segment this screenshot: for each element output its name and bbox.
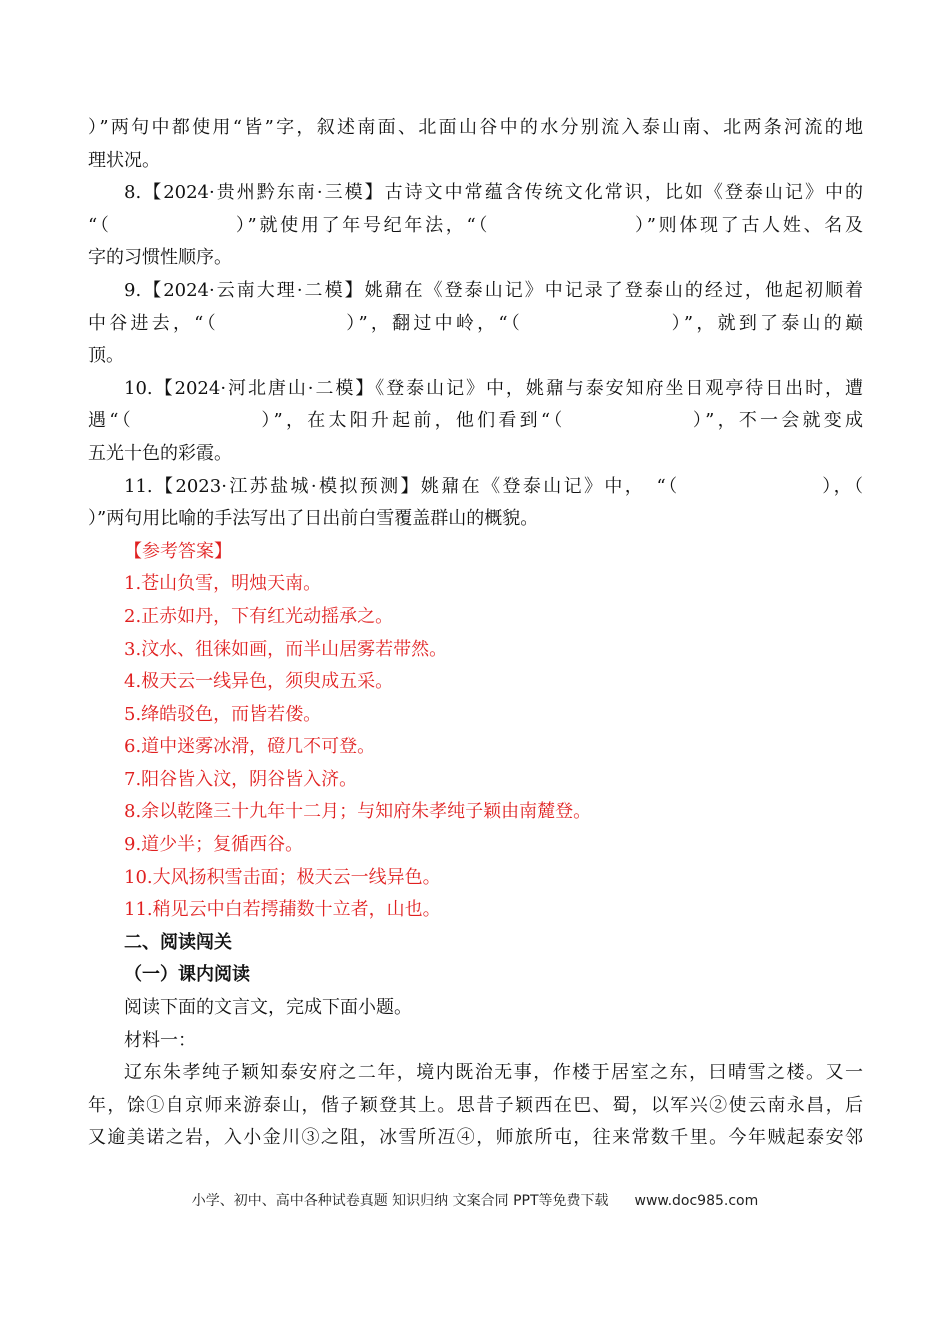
answer-item: 11.稍见云中白若摴蒱数十立者，山也。	[124, 899, 441, 921]
q9-text-line: 中谷进去，“（ ）”，翻过中岭，“（ ）”，就到了泰山的巅	[88, 312, 863, 334]
passage-line: 辽东朱孝纯子颖知泰安府之二年，境内既治无事，作楼于居室之东，曰晴雪之楼。又一	[124, 1062, 863, 1084]
footer-url: www.doc985.com	[634, 1193, 759, 1209]
passage-line: 年，馀①自京师来游泰山，偕子颖登其上。思昔子颖西在巴、蜀，以军兴②使云南永昌，后	[88, 1094, 863, 1116]
q10-text-line: 10.【2024·河北唐山·二模】《登泰山记》中，姚鼐与泰安知府坐日观亭待日出时，遭	[124, 377, 863, 399]
q8-text-line: 字的习惯性顺序。	[88, 247, 232, 269]
q9-text-line: 9.【2024·云南大理·二模】姚鼐在《登泰山记》中记录了登泰山的经过，他起初顺着	[124, 279, 863, 301]
q9-text-line: 顶。	[88, 345, 124, 367]
q8-text-line: “（ ）”就使用了年号纪年法，“（ ）”则体现了古人姓、名及	[88, 214, 863, 236]
answers-heading: 【参考答案】	[124, 540, 232, 562]
q11-text-line: ）”两句用比喻的手法写出了日出前白雪覆盖群山的概貌。	[88, 508, 539, 530]
answer-item: 10.大风扬积雪击面；极天云一线异色。	[124, 866, 441, 888]
answer-item: 1.苍山负雪，明烛天南。	[124, 573, 322, 595]
q10-text-line: 五光十色的彩霞。	[88, 442, 232, 464]
footer-text: 小学、初中、高中各种试卷真题 知识归纳 文案合同 PPT等免费下载	[191, 1193, 609, 1209]
page-content	[88, 112, 863, 1155]
subsection-title: （一）课内阅读	[124, 964, 250, 986]
answer-item: 2.正赤如丹，下有红光动摇承之。	[124, 605, 394, 627]
q10-text-line: 遇“（ ）”，在太阳升起前，他们看到“（ ）”，不一会就变成	[88, 410, 863, 432]
material-label: 材料一：	[124, 1029, 196, 1051]
answer-item: 8.余以乾隆三十九年十二月；与知府朱孝纯子颖由南麓登。	[124, 801, 592, 823]
answer-item: 9.道少半；复循西谷。	[124, 834, 304, 856]
reading-instruction: 阅读下面的文言文，完成下面小题。	[124, 997, 412, 1019]
answer-item: 5.绛皓驳色，而皆若偻。	[124, 703, 322, 725]
q11-text-line: 11.【2023·江苏盐城·模拟预测】姚鼐在《登泰山记》中， “（ ），（	[124, 475, 863, 497]
section-title: 二、阅读闯关	[124, 931, 232, 953]
passage-line: 又逾美诺之岩，入小金川③之阻，冰雪所冱④，师旅所屯，往来常数千里。今年贼起泰安邻	[88, 1127, 863, 1149]
answer-item: 6.道中迷雾冰滑，磴几不可登。	[124, 736, 376, 758]
q7-text-line: ）”两句中都使用“皆”字，叙述南面、北面山谷中的水分别流入泰山南、北两条河流的地	[88, 117, 863, 138]
answer-item: 3.汶水、徂徕如画，而半山居雾若带然。	[124, 638, 448, 660]
q7-text-line: 理状况。	[88, 149, 160, 171]
page-footer	[0, 1190, 950, 1210]
answer-item: 4.极天云一线异色，须臾成五采。	[124, 671, 394, 693]
answer-item: 7.阳谷皆入汶，阴谷皆入济。	[124, 768, 358, 790]
q8-text-line: 8.【2024·贵州黔东南·三模】古诗文中常蕴含传统文化常识，比如《登泰山记》中的	[124, 182, 863, 204]
